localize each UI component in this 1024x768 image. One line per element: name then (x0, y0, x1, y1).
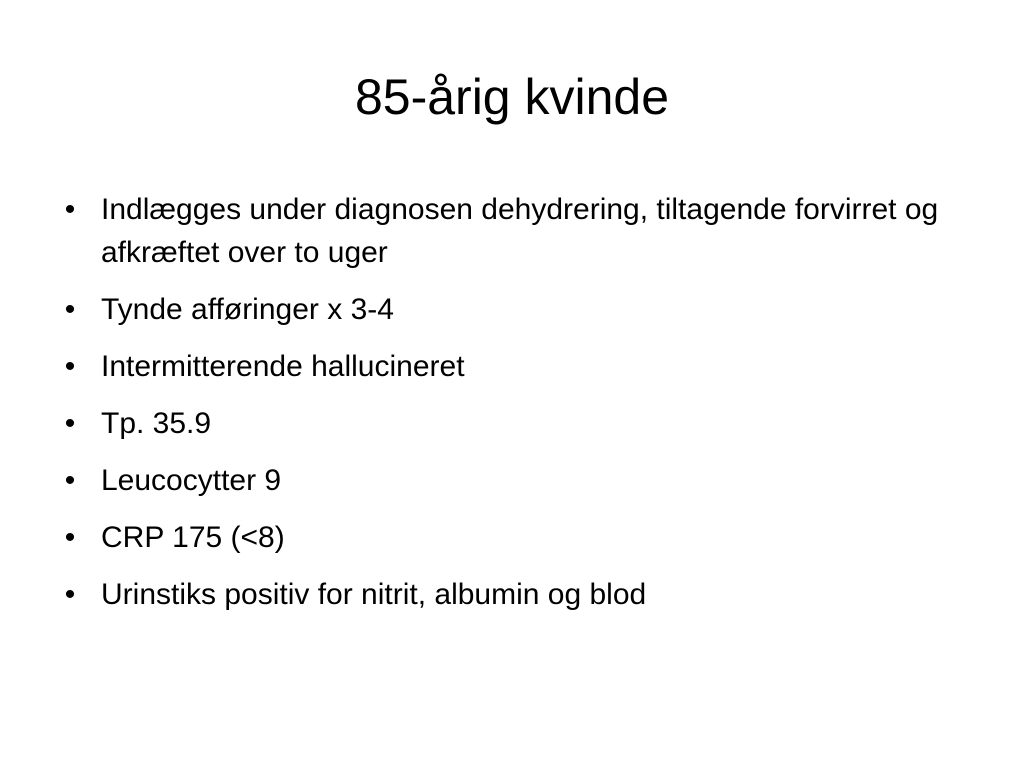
bullet-icon: • (64, 193, 76, 226)
bullet-text: Tp. 35.9 (101, 407, 212, 440)
bullet-text: Tynde afføringer x 3-4 (101, 293, 394, 326)
bullet-text: Intermitterende hallucineret (101, 350, 465, 383)
bullet-list (60, 188, 960, 630)
bullet-item-admission (60, 188, 960, 274)
bullet-icon: • (64, 521, 76, 554)
slide-title: 85-årig kvinde (354, 69, 670, 125)
bullet-item-stools (60, 288, 960, 331)
bullet-text: Urinstiks positiv for nitrit, albumin og blod (101, 578, 647, 611)
bullet-item-temperature (60, 402, 960, 445)
bullet-item-urine-dipstick (60, 573, 960, 616)
bullet-icon: • (64, 350, 76, 383)
bullet-icon: • (64, 407, 76, 440)
bullet-text: CRP 175 (<8) (101, 521, 285, 554)
bullet-text: Indlægges under diagnosen dehydrering, tiltagende forvirret og afkræftet over to uger (101, 193, 939, 269)
bullet-item-hallucinations (60, 345, 960, 388)
bullet-icon: • (64, 464, 76, 497)
bullet-icon: • (64, 293, 76, 326)
bullet-item-crp (60, 516, 960, 559)
bullet-item-leukocytes (60, 459, 960, 502)
bullet-text: Leucocytter 9 (101, 464, 282, 497)
bullet-icon: • (64, 578, 76, 611)
